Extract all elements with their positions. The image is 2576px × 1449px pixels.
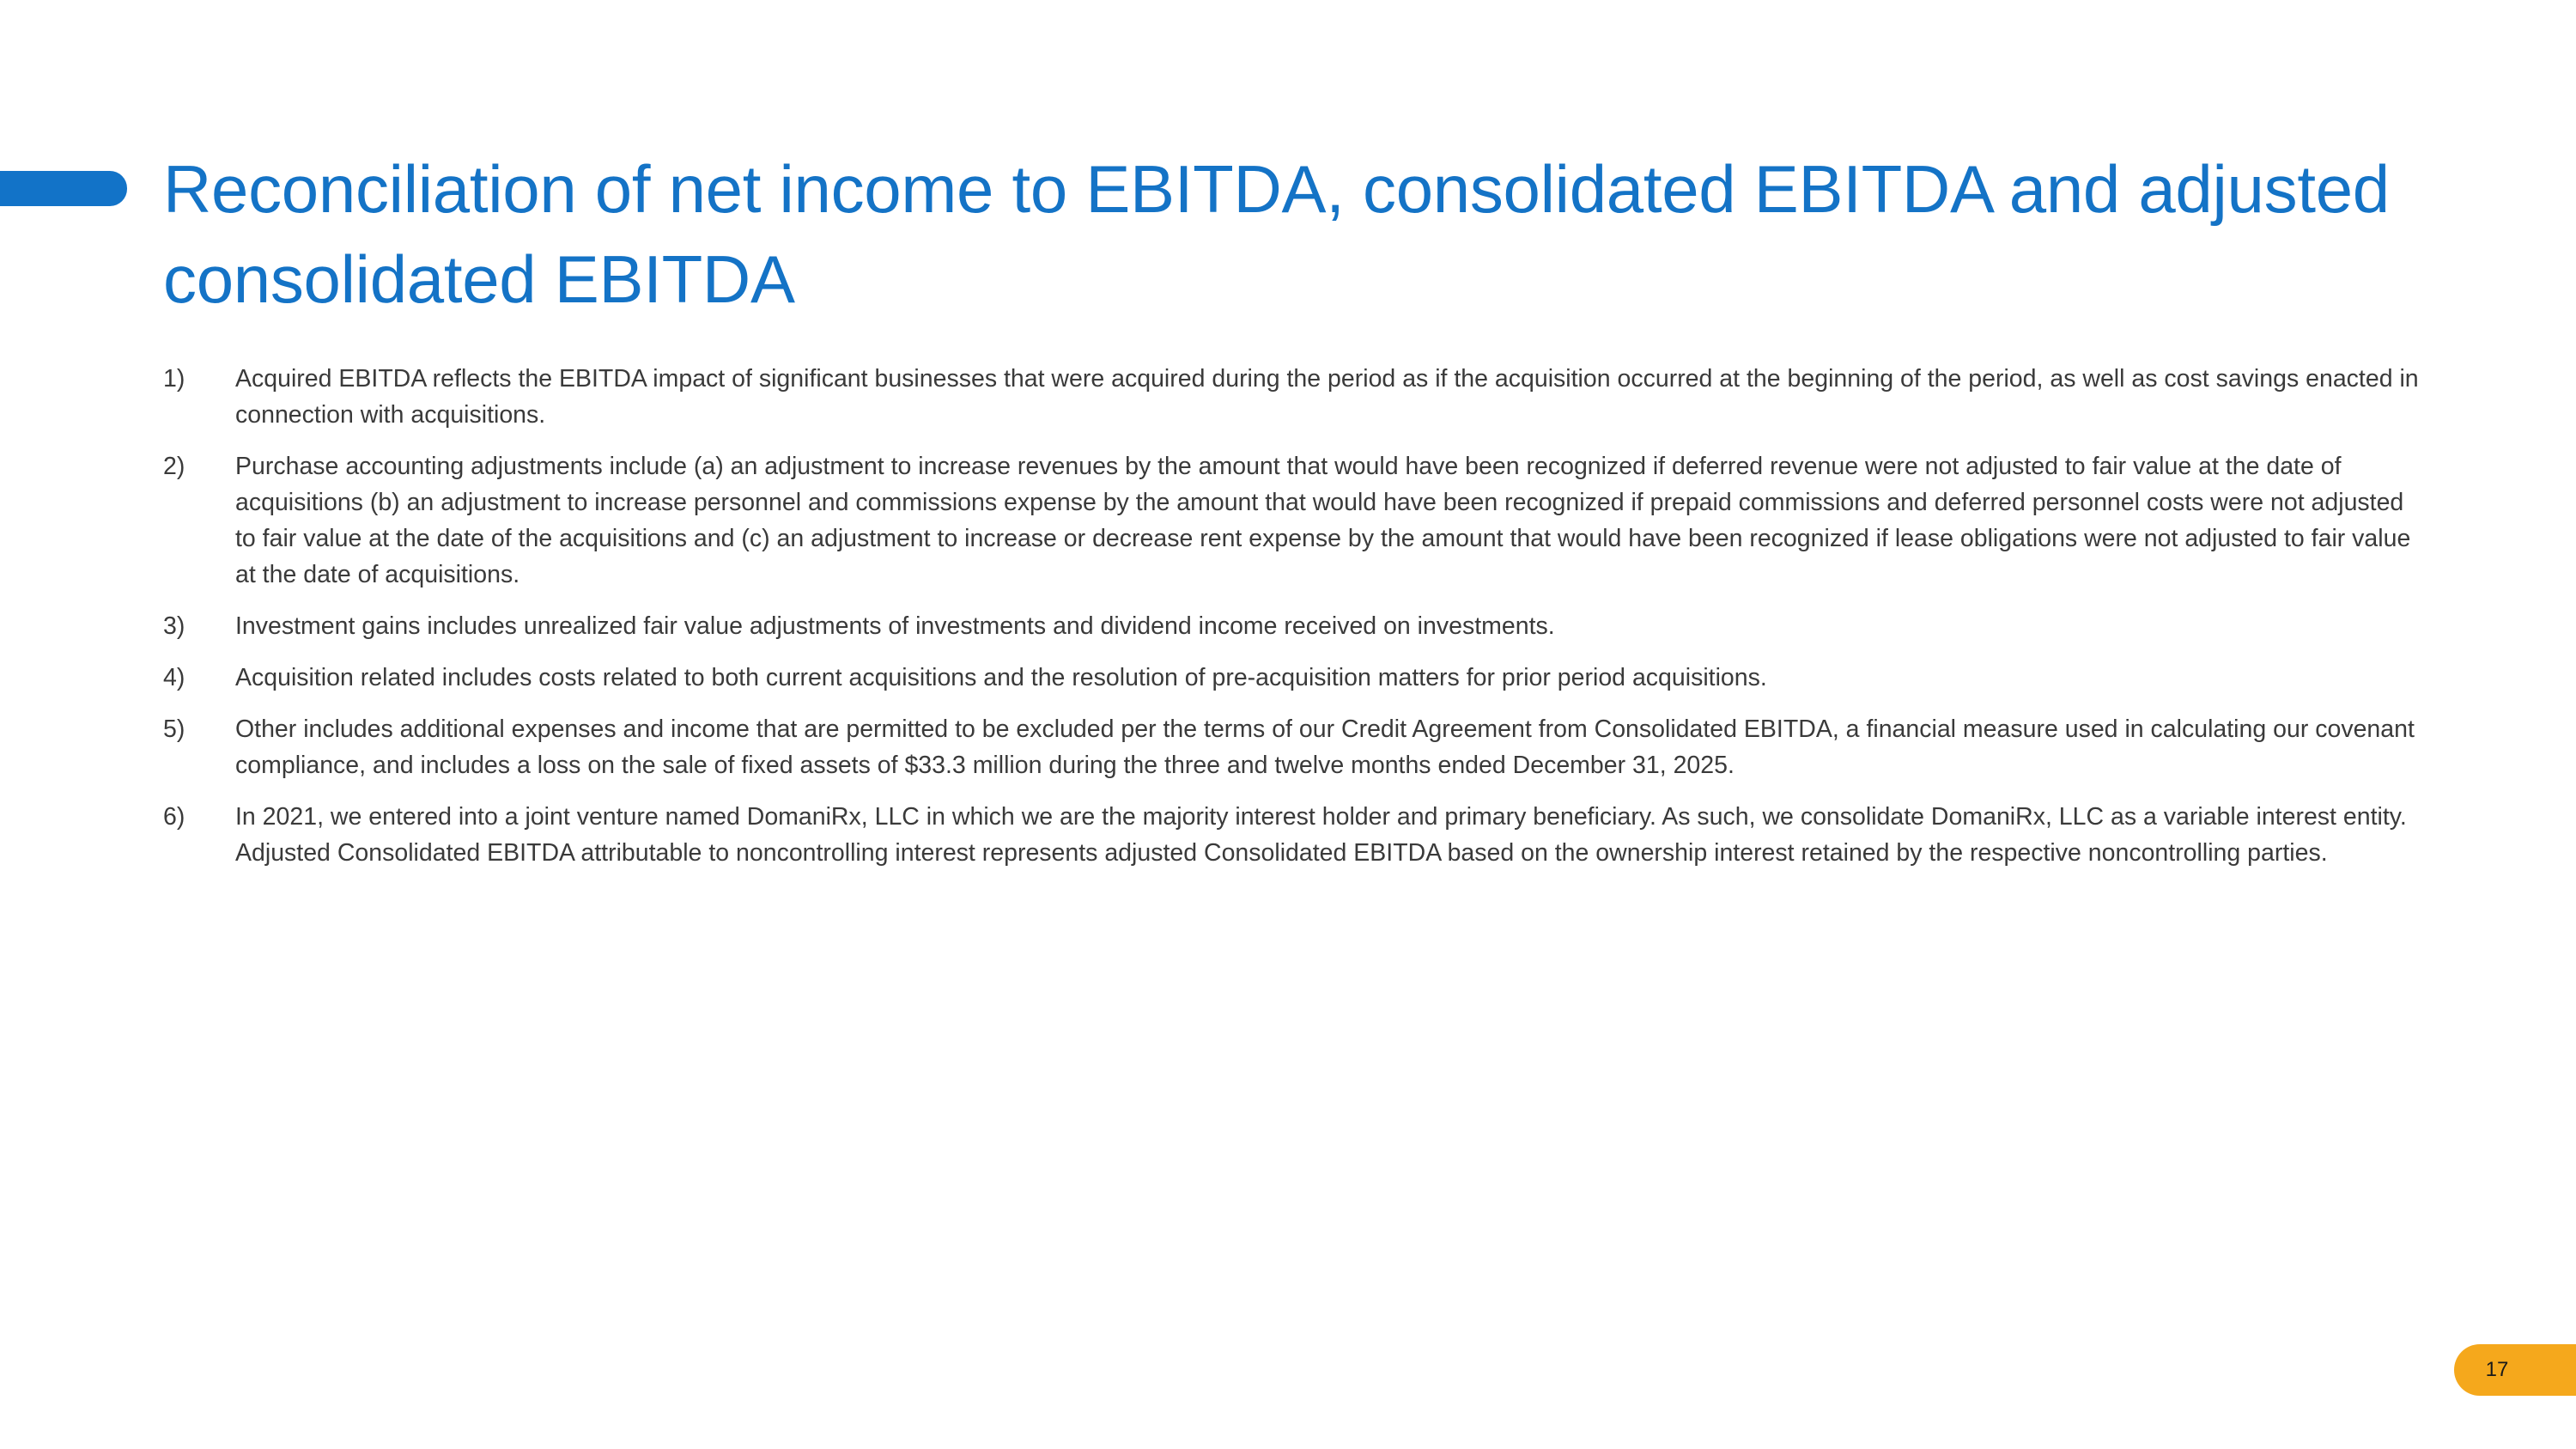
footnote-number: 3) [163, 612, 185, 640]
footnote-item [163, 608, 2430, 644]
footnote-item [163, 711, 2430, 783]
footnote-text: Purchase accounting adjustments include (a) an adjustment to increase revenues by the amount that would have been recognized if deferred revenue were not adjusted to fair value at the date of acquisitions (b) an adjustment to increase personnel and commissions expense by the amount that would have been recognized if prepaid commissions and deferred personnel costs were not adjusted to fair value at the date of the acquisitions and (c) an adjustment to increase or decrease rent expense by the amount that would have been recognized if lease obligations were not adjusted to fair value at the date of acquisitions. [235, 453, 2411, 588]
footnote-item [163, 660, 2430, 696]
footnote-text: Investment gains includes unrealized fair value adjustments of investments and dividend income received on investments. [235, 612, 1555, 640]
footnote-text: Other includes additional expenses and income that are permitted to be excluded per the terms of our Credit Agreement from Consolidated EBITDA, a financial measure used in calculating our covenant compliance, and includes a loss on the sale of fixed assets of $33.3 million during the three and twelve months ended December 31, 2025. [235, 715, 2415, 779]
title-accent-bar [0, 171, 127, 206]
footnote-text: In 2021, we entered into a joint venture named DomaniRx, LLC in which we are the majority interest holder and primary beneficiary. As such, we consolidate DomaniRx, LLC as a variable interest entity. Adjusted Consolidated EBITDA attributable to noncontrolling interest represents adjusted Consolidated EBITDA based on the ownership interest retained by the respective noncontrolling parties. [235, 803, 2407, 867]
footnote-number: 1) [163, 365, 185, 393]
footnote-number: 5) [163, 715, 185, 743]
slide-title: Reconciliation of net income to EBITDA, consolidated EBITDA and adjusted consolidated EBITDA [163, 151, 2390, 317]
footnote-text: Acquired EBITDA reflects the EBITDA impact of significant businesses that were acquired during the period as if the acquisition occurred at the beginning of the period, as well as cost savings enacted in connection with acquisitions. [235, 365, 2419, 429]
footnote-text: Acquisition related includes costs related to both current acquisitions and the resolution of pre-acquisition matters for prior period acquisitions. [235, 664, 1767, 691]
footnote-item [163, 799, 2430, 871]
footnote-item [163, 361, 2430, 433]
footnote-number: 2) [163, 453, 185, 480]
footnote-item [163, 448, 2430, 593]
footnote-number: 4) [163, 664, 185, 691]
page-number: 17 [2485, 1358, 2509, 1381]
footnote-number: 6) [163, 803, 185, 831]
footnotes-list [163, 361, 2430, 886]
